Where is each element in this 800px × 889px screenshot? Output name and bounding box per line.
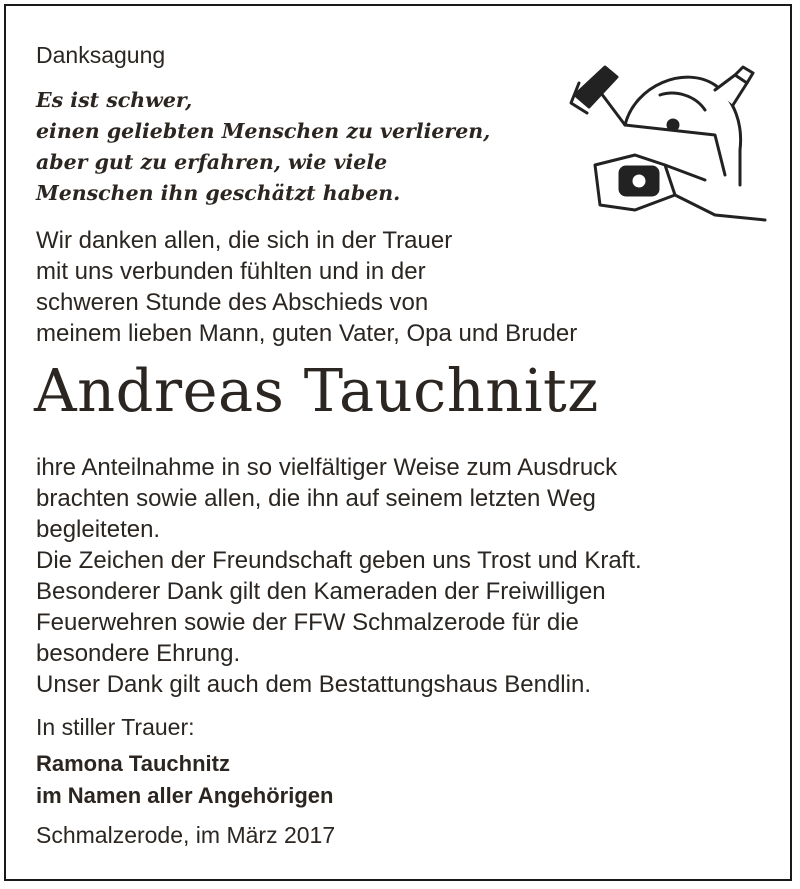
in-mourning-label: In stiller Trauer: xyxy=(36,714,195,740)
text-line: ihre Anteilnahme in so vielfältiger Weise zum Ausdruck xyxy=(36,454,618,481)
text-line: meinem lieben Mann, guten Vater, Opa und Bruder xyxy=(36,320,578,347)
place-date: Schmalzerode, im März 2017 xyxy=(36,822,336,848)
text-line: mit uns verbunden fühlten und in der xyxy=(36,258,426,285)
signatory-name: Ramona Tauchnitz xyxy=(36,751,230,776)
signatory-family: im Namen aller Angehörigen xyxy=(36,783,334,808)
deceased-name: Andreas Tauchnitz xyxy=(34,356,599,425)
text-line: brachten sowie allen, die ihn auf seinem letzten Weg xyxy=(36,485,596,512)
quote-line: einen geliebten Menschen zu verlieren, xyxy=(36,119,491,143)
signatories xyxy=(36,748,333,812)
intro-paragraph xyxy=(36,225,577,349)
quote-line: Es ist schwer, xyxy=(36,88,193,112)
text-line: begleiteten. xyxy=(36,516,161,543)
text-line: Die Zeichen der Freundschaft geben uns Trost und Kraft. xyxy=(36,547,642,574)
quote-line: aber gut zu erfahren, wie viele xyxy=(36,150,388,174)
quote-line: Menschen ihn geschätzt haben. xyxy=(36,181,401,205)
notice-heading: Danksagung xyxy=(36,42,166,68)
text-line: Wir danken allen, die sich in der Trauer xyxy=(36,227,453,254)
text-line: Besonderer Dank gilt den Kameraden der Freiwilligen xyxy=(36,578,606,605)
text-line: Unser Dank gilt auch dem Bestattungshaus Bendlin. xyxy=(36,671,591,698)
firefighter-helmet-icon xyxy=(565,55,770,230)
quote-block xyxy=(36,85,490,209)
text-line: besondere Ehrung. xyxy=(36,640,241,667)
body-paragraph xyxy=(36,452,642,700)
text-line: schweren Stunde des Abschieds von xyxy=(36,289,429,316)
text-line: Feuerwehren sowie der FFW Schmalzerode für die xyxy=(36,609,579,636)
